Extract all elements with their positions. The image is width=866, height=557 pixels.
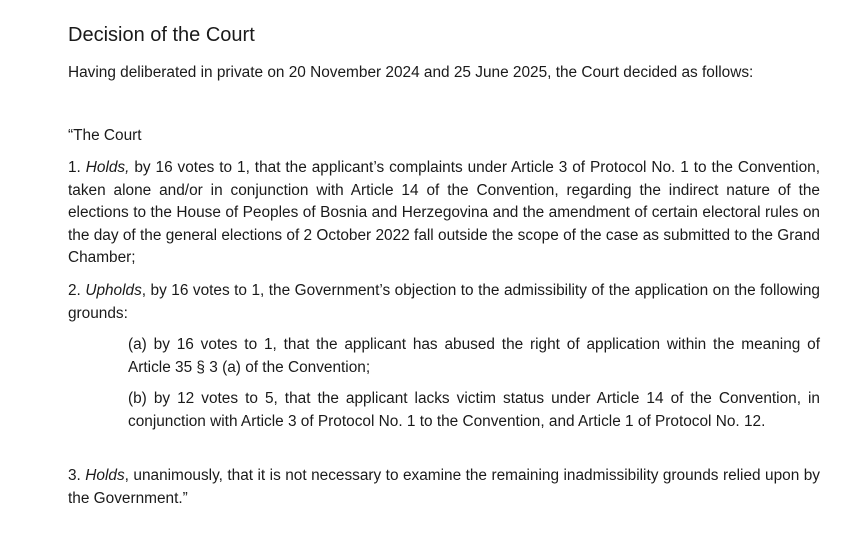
operative-item-1: [68, 157, 820, 270]
court-opening: “The Court: [68, 127, 142, 144]
item-text: by 16 votes to 1, that the applicant’s complaints under Article 3 of Protocol No. 1 to the Convention, taken alone and/or in conjunction with Article 14 of the Convention, regarding the indirect nature of the elections to the House of Peoples of Bosnia and Herzegovina and the amendment of certain electoral rules on the day of the general elections of 2 October 2022 fall outside the scope of the case as submitted to the Grand Chamber;: [68, 159, 820, 266]
item-number: 2.: [68, 282, 86, 299]
section-heading: Decision of the Court: [68, 24, 255, 46]
item-number: 3.: [68, 467, 86, 484]
sub-item-a: (a) by 16 votes to 1, that the applicant has abused the right of application within the meaning of Article 35 § 3 (a) of the Convention;: [128, 336, 820, 376]
item-number: 1.: [68, 159, 86, 176]
item-text: , unanimously, that it is not necessary to examine the remaining inadmissibility grounds relied upon by the Government.”: [68, 467, 820, 507]
item-text: , by 16 votes to 1, the Government’s objection to the admissibility of the application on the following grounds:: [68, 282, 820, 322]
item-verb: Holds,: [85, 159, 130, 176]
operative-item-2: [68, 280, 820, 325]
intro-paragraph: Having deliberated in private on 20 November 2024 and 25 June 2025, the Court decided as follows:: [68, 64, 754, 81]
sub-item-b: (b) by 12 votes to 5, that the applicant lacks victim status under Article 14 of the Convention, in conjunction with Article 3 of Protocol No. 1 to the Convention, and Article 1 of Protocol No. 12.: [128, 390, 820, 430]
item-verb: Holds: [85, 467, 125, 484]
operative-item-3: [68, 465, 820, 510]
item-verb: Upholds: [85, 282, 142, 299]
